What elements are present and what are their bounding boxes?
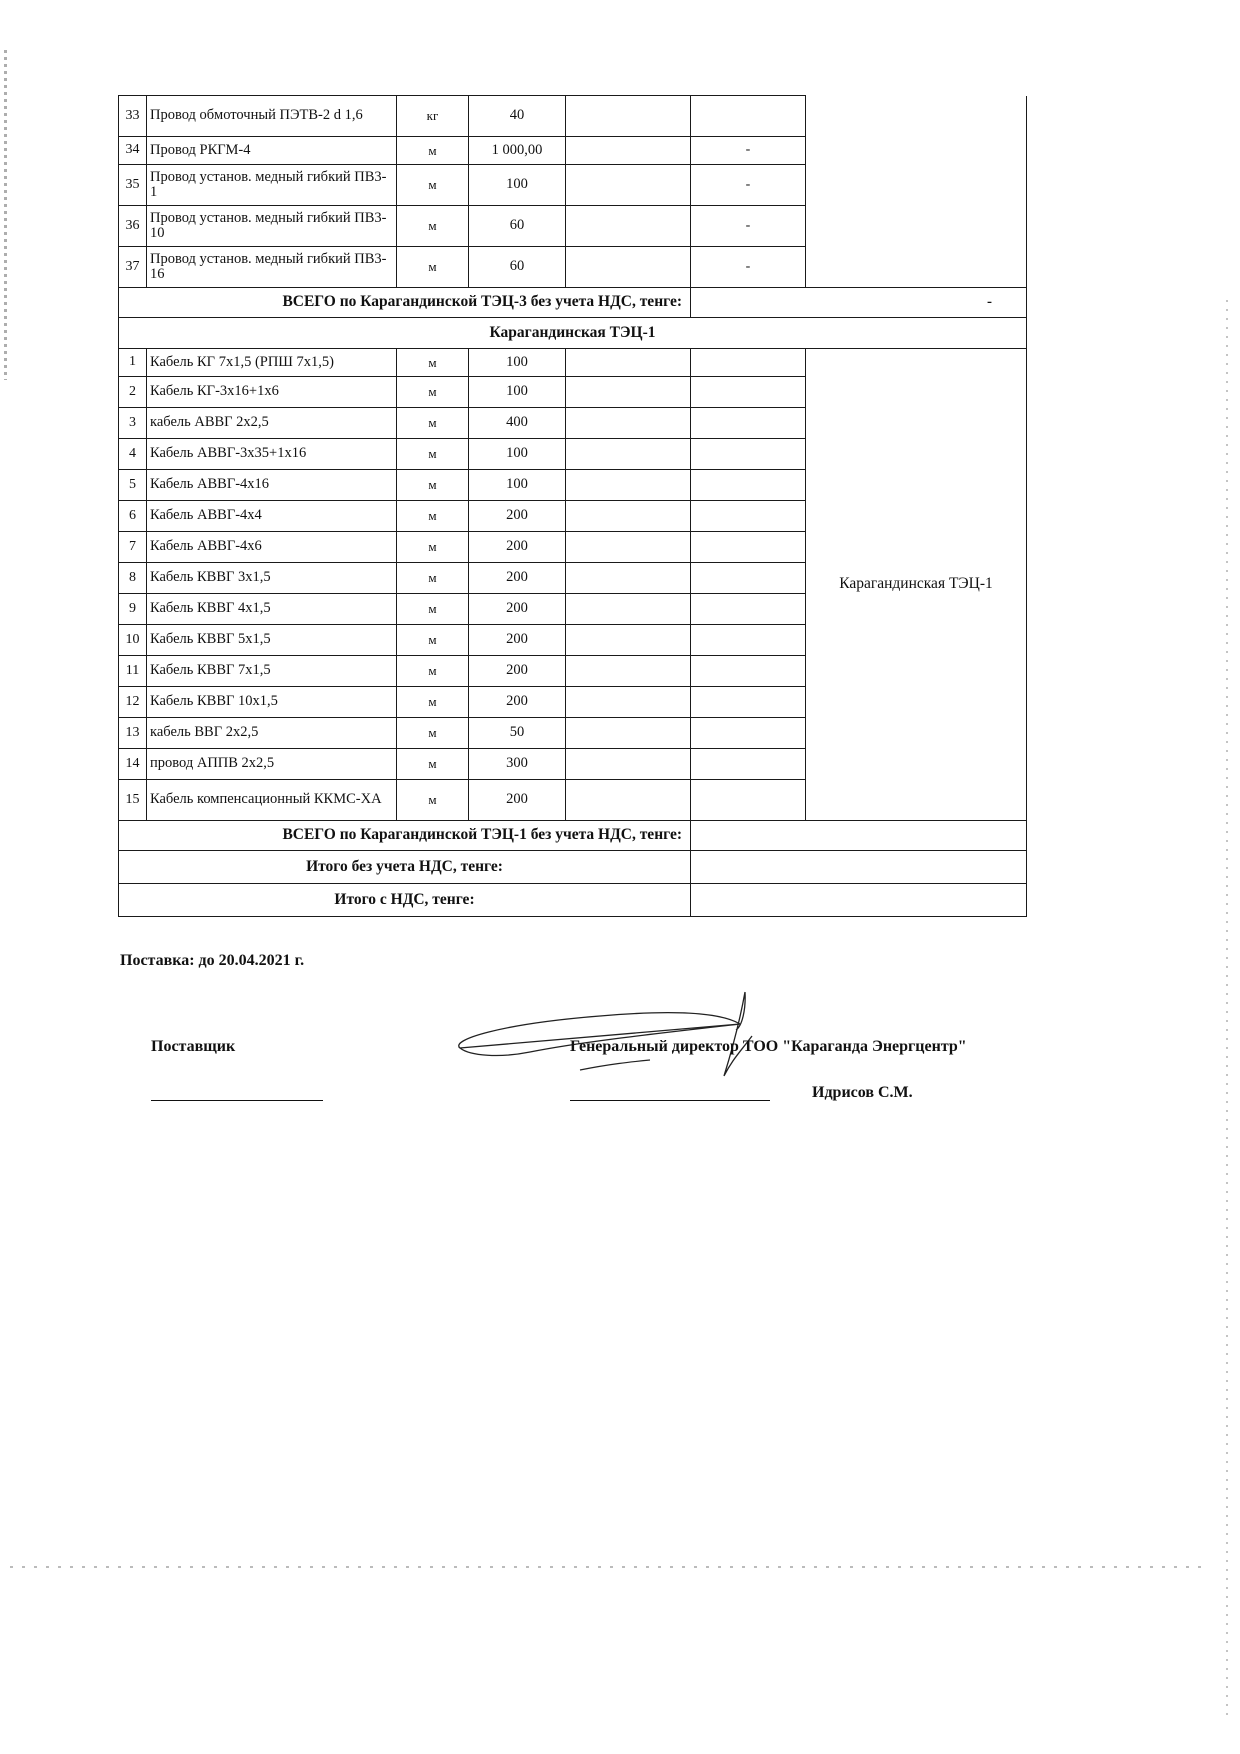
item-name: Кабель АВВГ-3х35+1х16 [147, 439, 397, 470]
item-name: Провод установ. медный гибкий ПВ3-16 [147, 247, 397, 288]
row-number: 7 [119, 532, 147, 563]
item-unit: м [397, 656, 469, 687]
item-qty: 100 [469, 470, 566, 501]
item-price [566, 377, 691, 408]
item-sum [691, 563, 806, 594]
item-sum [691, 501, 806, 532]
total-row-no-vat-label: Итого без учета НДС, тенге: [119, 851, 691, 884]
item-name: Кабель КВВГ 5х1,5 [147, 625, 397, 656]
scan-edge-left [4, 50, 7, 380]
item-qty: 60 [469, 247, 566, 288]
item-qty: 100 [469, 165, 566, 206]
total-row-vat-value [691, 884, 1027, 917]
item-name: кабель ВВГ 2х2,5 [147, 718, 397, 749]
table-row [119, 137, 1027, 165]
item-name: провод АППВ 2х2,5 [147, 749, 397, 780]
total-row-tec1-label: ВСЕГО по Карагандинской ТЭЦ-1 без учета НДС, тенге: [119, 821, 691, 851]
scan-edge-right [1226, 300, 1228, 1720]
item-price [566, 625, 691, 656]
row-number: 5 [119, 470, 147, 501]
item-qty: 200 [469, 780, 566, 821]
row-number: 37 [119, 247, 147, 288]
item-qty: 200 [469, 656, 566, 687]
item-qty: 200 [469, 687, 566, 718]
item-name: Кабель КГ-3х16+1х6 [147, 377, 397, 408]
item-qty: 200 [469, 563, 566, 594]
item-sum [691, 780, 806, 821]
total-tec3-value: - [691, 288, 1027, 318]
item-unit: м [397, 470, 469, 501]
item-qty: 200 [469, 594, 566, 625]
item-unit: м [397, 625, 469, 656]
row-number: 34 [119, 137, 147, 165]
item-sum [691, 349, 806, 377]
item-qty: 200 [469, 625, 566, 656]
row-number: 15 [119, 780, 147, 821]
item-price [566, 532, 691, 563]
director-signature-line [570, 1100, 770, 1101]
side-blank [806, 137, 1027, 165]
total-row-no-vat-value [691, 851, 1027, 884]
item-price [566, 247, 691, 288]
table-row [119, 247, 1027, 288]
item-unit: м [397, 501, 469, 532]
item-unit: м [397, 594, 469, 625]
item-unit: м [397, 206, 469, 247]
item-unit: м [397, 563, 469, 594]
item-name: Провод обмоточный ПЭТВ-2 d 1,6 [147, 96, 397, 137]
item-sum: - [691, 137, 806, 165]
item-qty: 60 [469, 206, 566, 247]
item-qty: 200 [469, 501, 566, 532]
item-price [566, 656, 691, 687]
tec1-side-label: Карагандинская ТЭЦ-1 [806, 349, 1027, 821]
item-unit: м [397, 749, 469, 780]
row-number: 33 [119, 96, 147, 137]
item-sum [691, 408, 806, 439]
scan-edge-bottom [10, 1566, 1210, 1568]
item-sum [691, 470, 806, 501]
item-unit: м [397, 780, 469, 821]
side-blank [806, 247, 1027, 288]
item-unit: м [397, 165, 469, 206]
item-qty: 1 000,00 [469, 137, 566, 165]
total-tec3-label: ВСЕГО по Карагандинской ТЭЦ-3 без учета НДС, тенге: [119, 288, 691, 318]
section-header-row [119, 318, 1027, 349]
total-row-tec1-value [691, 821, 1027, 851]
item-name: Кабель АВВГ-4х16 [147, 470, 397, 501]
item-unit: м [397, 532, 469, 563]
item-price [566, 349, 691, 377]
item-qty: 100 [469, 439, 566, 470]
item-qty: 400 [469, 408, 566, 439]
total-row-tec3 [119, 288, 1027, 318]
item-price [566, 137, 691, 165]
row-number: 3 [119, 408, 147, 439]
director-label: Генеральный директор ТОО "Караганда Энергцентр" [570, 1038, 967, 1055]
side-blank [806, 165, 1027, 206]
item-name: Провод установ. медный гибкий ПВ3-10 [147, 206, 397, 247]
item-name: Кабель КГ 7х1,5 (РПШ 7х1,5) [147, 349, 397, 377]
item-qty: 200 [469, 532, 566, 563]
delivery-date: Поставка: до 20.04.2021 г. [120, 952, 305, 969]
item-unit: м [397, 687, 469, 718]
item-unit: м [397, 408, 469, 439]
item-unit: м [397, 377, 469, 408]
row-number: 2 [119, 377, 147, 408]
item-qty: 100 [469, 349, 566, 377]
row-number: 13 [119, 718, 147, 749]
item-name: Кабель КВВГ 10х1,5 [147, 687, 397, 718]
total-row-tec1 [119, 821, 1027, 851]
supplier-label: Поставщик [151, 1038, 236, 1055]
item-price [566, 749, 691, 780]
item-sum [691, 656, 806, 687]
item-sum [691, 718, 806, 749]
item-price [566, 470, 691, 501]
item-unit: м [397, 718, 469, 749]
item-qty: 100 [469, 377, 566, 408]
total-row-vat [119, 884, 1027, 917]
table-row [119, 96, 1027, 137]
total-row-vat-label: Итого с НДС, тенге: [119, 884, 691, 917]
item-price [566, 501, 691, 532]
item-sum [691, 96, 806, 137]
item-name: Провод установ. медный гибкий ПВ3-1 [147, 165, 397, 206]
item-name: Кабель КВВГ 3х1,5 [147, 563, 397, 594]
director-name: Идрисов С.М. [812, 1084, 913, 1101]
item-unit: м [397, 439, 469, 470]
total-row-no-vat [119, 851, 1027, 884]
row-number: 11 [119, 656, 147, 687]
item-sum: - [691, 247, 806, 288]
item-qty: 300 [469, 749, 566, 780]
table-row [119, 349, 1027, 377]
item-unit: м [397, 247, 469, 288]
item-sum [691, 377, 806, 408]
table-row [119, 165, 1027, 206]
item-sum [691, 532, 806, 563]
row-number: 12 [119, 687, 147, 718]
row-number: 14 [119, 749, 147, 780]
item-name: кабель АВВГ 2х2,5 [147, 408, 397, 439]
item-unit: м [397, 137, 469, 165]
item-name: Кабель АВВГ-4х4 [147, 501, 397, 532]
row-number: 6 [119, 501, 147, 532]
item-price [566, 563, 691, 594]
side-blank [806, 96, 1027, 137]
item-name: Кабель КВВГ 4х1,5 [147, 594, 397, 625]
item-sum: - [691, 206, 806, 247]
item-name: Кабель КВВГ 7х1,5 [147, 656, 397, 687]
item-qty: 40 [469, 96, 566, 137]
item-price [566, 718, 691, 749]
row-number: 1 [119, 349, 147, 377]
item-name: Провод РКГМ-4 [147, 137, 397, 165]
item-price [566, 408, 691, 439]
item-price [566, 687, 691, 718]
section-title: Карагандинская ТЭЦ-1 [119, 318, 1027, 349]
item-sum [691, 439, 806, 470]
side-blank [806, 206, 1027, 247]
item-unit: м [397, 349, 469, 377]
table-row [119, 206, 1027, 247]
item-price [566, 96, 691, 137]
row-number: 10 [119, 625, 147, 656]
row-number: 4 [119, 439, 147, 470]
item-sum [691, 749, 806, 780]
item-sum [691, 687, 806, 718]
item-unit: кг [397, 96, 469, 137]
row-number: 36 [119, 206, 147, 247]
item-price [566, 206, 691, 247]
row-number: 9 [119, 594, 147, 625]
item-name: Кабель компенсационный ККМС-ХА [147, 780, 397, 821]
row-number: 8 [119, 563, 147, 594]
item-sum [691, 625, 806, 656]
item-sum: - [691, 165, 806, 206]
item-price [566, 780, 691, 821]
supplier-signature-line [151, 1100, 323, 1101]
item-name: Кабель АВВГ-4х6 [147, 532, 397, 563]
item-price [566, 439, 691, 470]
item-sum [691, 594, 806, 625]
row-number: 35 [119, 165, 147, 206]
item-price [566, 165, 691, 206]
item-qty: 50 [469, 718, 566, 749]
specification-table [118, 95, 1027, 917]
item-price [566, 594, 691, 625]
